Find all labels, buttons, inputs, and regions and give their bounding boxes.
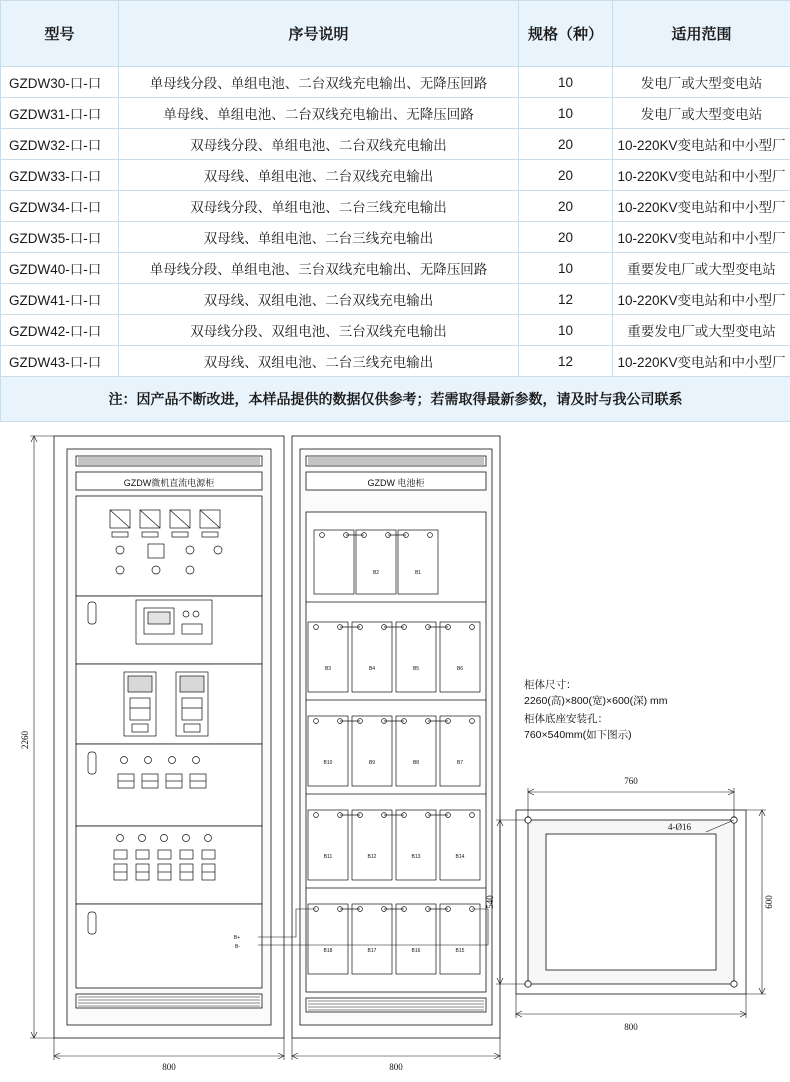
cell-model: GZDW31-口-口 <box>1 98 119 129</box>
header-description: 序号说明 <box>119 1 519 67</box>
table-header-row <box>1 1 790 67</box>
cell-spec: 10 <box>519 98 613 129</box>
base-hole-note: 4-Ø16 <box>668 822 691 832</box>
base-left-dimension: 540 <box>485 895 495 909</box>
cabinet-drawing-svg <box>0 422 790 1082</box>
footnote-text: 注：因产品不断改进，本样品提供的数据仅供参考；若需取得最新参数，请及时与我公司联系 <box>1 377 790 422</box>
cell-model: GZDW42-口-口 <box>1 315 119 346</box>
cell-range: 重要发电厂或大型变电站 <box>613 253 790 284</box>
cell-range: 发电厂或大型变电站 <box>613 98 790 129</box>
table-row <box>1 315 790 346</box>
spec-note-line4: 760×540mm(如下图示) <box>524 728 632 741</box>
battery-label: B3 <box>325 666 331 672</box>
cell-range: 10-220KV变电站和中小型厂 <box>613 284 790 315</box>
spec-note-line1: 柜体尺寸： <box>524 678 577 691</box>
cell-model: GZDW35-口-口 <box>1 222 119 253</box>
terminal-label-negative: B- <box>235 944 240 950</box>
battery-label: B12 <box>368 854 377 860</box>
cell-spec: 12 <box>519 284 613 315</box>
header-application-range: 适用范围 <box>613 1 790 67</box>
cell-spec: 20 <box>519 129 613 160</box>
battery-label: B11 <box>324 854 333 860</box>
header-model: 型号 <box>1 1 119 67</box>
battery-label: B6 <box>457 666 463 672</box>
cell-description: 双母线分段、单组电池、二台双线充电输出 <box>119 129 519 160</box>
cell-model: GZDW34-口-口 <box>1 191 119 222</box>
cell-description: 双母线、双组电池、二台双线充电输出 <box>119 284 519 315</box>
battery-label: B1 <box>415 570 421 576</box>
table-row <box>1 346 790 377</box>
battery-label: B7 <box>457 760 463 766</box>
table-row <box>1 160 790 191</box>
spec-note-line3: 柜体底座安装孔： <box>524 712 608 725</box>
cell-range: 重要发电厂或大型变电站 <box>613 315 790 346</box>
base-right-dimension: 600 <box>764 895 774 909</box>
cell-description: 双母线、双组电池、二台三线充电输出 <box>119 346 519 377</box>
table-row <box>1 222 790 253</box>
cell-spec: 20 <box>519 222 613 253</box>
cell-spec: 10 <box>519 315 613 346</box>
cell-range: 10-220KV变电站和中小型厂 <box>613 346 790 377</box>
specification-table <box>0 0 790 422</box>
cell-model: GZDW32-口-口 <box>1 129 119 160</box>
cell-model: GZDW30-口-口 <box>1 67 119 98</box>
battery-label: B4 <box>369 666 375 672</box>
battery-label: B14 <box>456 854 465 860</box>
battery-label: B17 <box>368 948 377 954</box>
cell-spec: 12 <box>519 346 613 377</box>
base-bottom-dimension: 800 <box>624 1022 638 1032</box>
cell-range: 10-220KV变电站和中小型厂 <box>613 129 790 160</box>
cell-spec: 10 <box>519 253 613 284</box>
left-cabinet <box>54 436 284 1038</box>
left-width-dimension: 800 <box>162 1062 176 1072</box>
battery-label: B18 <box>324 948 333 954</box>
right-cabinet-title: GZDW 电池柜 <box>368 477 425 488</box>
battery-label: B15 <box>456 948 465 954</box>
cell-description: 单母线分段、单组电池、三台双线充电输出、无降压回路 <box>119 253 519 284</box>
cell-description: 双母线分段、双组电池、三台双线充电输出 <box>119 315 519 346</box>
cell-range: 10-220KV变电站和中小型厂 <box>613 222 790 253</box>
table-footnote-row <box>1 377 790 422</box>
cell-range: 10-220KV变电站和中小型厂 <box>613 160 790 191</box>
terminal-label-positive: B+ <box>234 935 240 941</box>
cell-description: 双母线分段、单组电池、二台三线充电输出 <box>119 191 519 222</box>
cell-range: 10-220KV变电站和中小型厂 <box>613 191 790 222</box>
right-width-dimension: 800 <box>389 1062 403 1072</box>
table-row <box>1 191 790 222</box>
base-top-dimension: 760 <box>624 776 638 786</box>
technical-drawing <box>0 422 790 1082</box>
cell-spec: 20 <box>519 160 613 191</box>
cell-model: GZDW43-口-口 <box>1 346 119 377</box>
table-row <box>1 284 790 315</box>
cell-model: GZDW41-口-口 <box>1 284 119 315</box>
battery-label: B10 <box>324 760 333 766</box>
cell-range: 发电厂或大型变电站 <box>613 67 790 98</box>
header-spec-count: 规格（种） <box>519 1 613 67</box>
battery-label: B2 <box>373 570 379 576</box>
table-row <box>1 129 790 160</box>
battery-label: B9 <box>369 760 375 766</box>
table-row <box>1 253 790 284</box>
left-cabinet-title: GZDW微机直流电源柜 <box>124 477 215 488</box>
base-plate-drawing <box>516 810 746 994</box>
spec-note-line2: 2260(高)×800(宽)×600(深) mm <box>524 694 668 707</box>
table-row <box>1 67 790 98</box>
cell-description: 单母线分段、单组电池、二台双线充电输出、无降压回路 <box>119 67 519 98</box>
battery-label: B16 <box>412 948 421 954</box>
table-row <box>1 98 790 129</box>
cell-spec: 20 <box>519 191 613 222</box>
height-dimension: 2260 <box>20 731 30 750</box>
battery-label: B5 <box>413 666 419 672</box>
cell-description: 双母线、单组电池、二台三线充电输出 <box>119 222 519 253</box>
cell-description: 双母线、单组电池、二台双线充电输出 <box>119 160 519 191</box>
cell-model: GZDW33-口-口 <box>1 160 119 191</box>
cell-model: GZDW40-口-口 <box>1 253 119 284</box>
battery-label: B13 <box>412 854 421 860</box>
cell-description: 单母线、单组电池、二台双线充电输出、无降压回路 <box>119 98 519 129</box>
cell-spec: 10 <box>519 67 613 98</box>
battery-label: B8 <box>413 760 419 766</box>
